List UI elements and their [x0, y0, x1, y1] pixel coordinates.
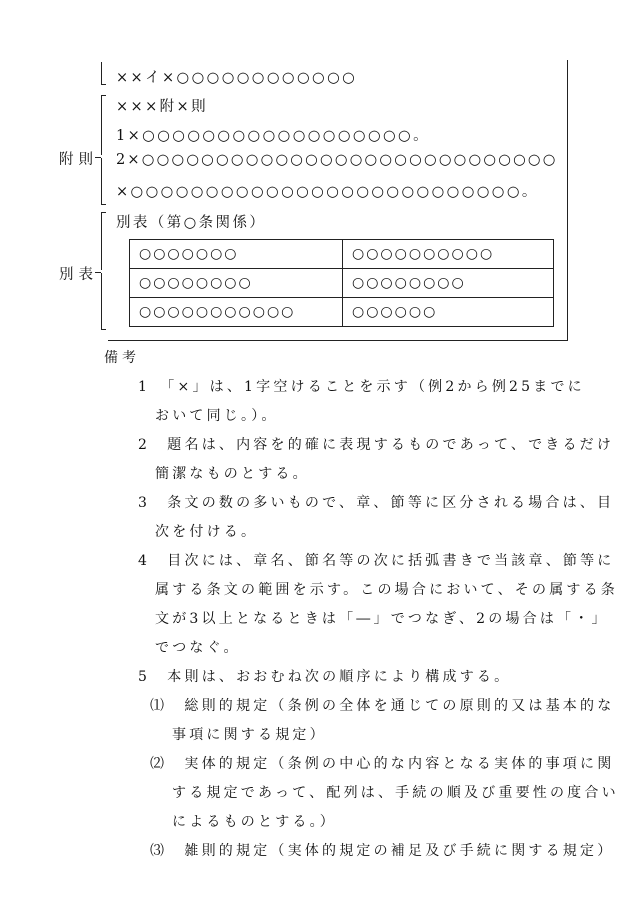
table-cell: ○○○○○○○○○○ [343, 240, 554, 269]
appendix-title: 別表（第○条関係） [116, 215, 267, 231]
note-line: ⑶ 雑則的規定（実体的規定の補足及び手続に関する規定） [150, 843, 615, 859]
note-line: 属する条文の範囲を示す。この場合において、その属する条 [155, 582, 618, 598]
table-row [130, 240, 554, 269]
appendix-table [129, 239, 554, 327]
supplementary-line-4: ×○○○○○○○○○○○○○○○○○○○○○○○○○○。 [116, 184, 539, 200]
notes-heading: 備考 [104, 350, 140, 366]
note-line: ⑴ 総則的規定（条例の全体を通じての原則的又は基本的な [150, 698, 615, 714]
note-line: 次を付ける。 [155, 524, 259, 540]
note-line: 4 目次には、章名、節名等の次に括弧書きで当該章、節等に [138, 553, 615, 569]
table-row [130, 298, 554, 327]
table-row [130, 269, 554, 298]
note-line: する規定であって、配列は、手続の順及び重要性の度合い [172, 785, 619, 801]
supplementary-label: 附則 [59, 152, 98, 168]
supplementary-brace-lower [101, 158, 106, 205]
note-line: ⑵ 実体的規定（条例の中心的な内容となる実体的事項に関 [150, 756, 615, 772]
appendix-label: 別表 [59, 267, 98, 283]
supplementary-brace-upper [101, 95, 106, 155]
note-line: 文が3以上となるときは「―」でつなぎ、2の場合は「・」 [155, 611, 609, 627]
note-line: おいて同じ。）。 [155, 408, 279, 424]
frame-bottom-border [108, 340, 568, 341]
table-cell: ○○○○○○○○○○○ [130, 298, 343, 327]
top-brace [101, 62, 106, 85]
note-line: 1 「×」は、1字空けることを示す（例2から例25までに [138, 379, 585, 395]
appendix-brace-upper [101, 212, 106, 270]
supplementary-line-1: ×××附×則 [116, 99, 208, 115]
note-line: でつなぐ。 [155, 640, 241, 656]
note-line: 3 条文の数の多いもので、章、節等に区分される場合は、目 [138, 495, 615, 511]
note-line: 2 題名は、内容を的確に表現するものであって、できるだけ [138, 437, 615, 453]
table-cell: ○○○○○○ [343, 298, 554, 327]
note-line: 5 本則は、おおむね次の順序により構成する。 [138, 669, 512, 685]
note-line: 事項に関する規定） [172, 727, 327, 743]
top-line: ××イ×○○○○○○○○○○○○ [116, 70, 358, 86]
supplementary-line-2: 1×○○○○○○○○○○○○○○○○○○。 [116, 128, 431, 144]
note-line: によるものとする。） [172, 814, 337, 830]
table-cell: ○○○○○○○○ [343, 269, 554, 298]
frame-right-border [567, 60, 568, 341]
supplementary-line-3: 2×○○○○○○○○○○○○○○○○○○○○○○○○○○○○ [116, 152, 558, 168]
table-cell: ○○○○○○○○ [130, 269, 343, 298]
note-line: 簡潔なものとする。 [155, 466, 310, 482]
appendix-brace-lower [101, 273, 106, 330]
table-cell: ○○○○○○○ [130, 240, 343, 269]
